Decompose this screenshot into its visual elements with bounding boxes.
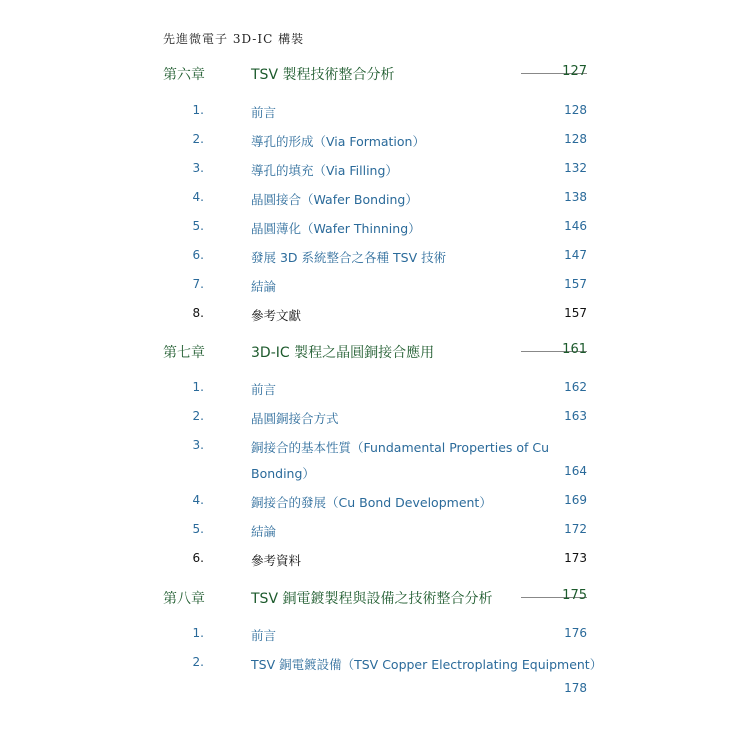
chapter-label: 第六章 [163, 67, 205, 83]
chapter-page: 161 [562, 342, 587, 357]
entry-page: 146 [564, 219, 587, 233]
toc-entry [0, 493, 750, 513]
entry-number: 3. [192, 161, 204, 175]
entry-title: 前言 [251, 382, 277, 397]
entry-title: 發展 3D 系統整合之各種 TSV 技術 [251, 250, 447, 265]
entry-number: 6. [192, 248, 204, 262]
running-header: 先進微電子 3D-IC 構裝 [163, 32, 305, 46]
entry-title: 前言 [251, 105, 277, 120]
toc-entry [0, 409, 750, 429]
entry-number: 2. [192, 409, 204, 423]
toc-entry [0, 306, 750, 326]
entry-title: 結論 [251, 279, 277, 294]
entry-title: 晶圓銅接合方式 [251, 411, 339, 426]
entry-page: 128 [564, 132, 587, 146]
chapter-heading [0, 64, 750, 84]
entry-title: 結論 [251, 524, 277, 539]
chapter-page: 175 [562, 588, 587, 603]
chapter-title: TSV 銅電鍍製程與設備之技術整合分析 [251, 591, 493, 607]
entry-title: 晶圓接合（Wafer Bonding） [251, 192, 418, 207]
toc-entry [0, 277, 750, 297]
entry-page: 169 [564, 493, 587, 507]
toc-entry [0, 522, 750, 542]
entry-number: 6. [192, 551, 204, 565]
toc-entry-continued [0, 464, 750, 484]
entry-page: 173 [564, 551, 587, 565]
toc-entry [0, 551, 750, 571]
toc-entry [0, 626, 750, 646]
entry-number: 5. [192, 522, 204, 536]
chapter-title: TSV 製程技術整合分析 [251, 67, 395, 83]
entry-title: 參考文獻 [251, 308, 302, 323]
entry-title: 前言 [251, 628, 277, 643]
entry-page: 178 [564, 681, 587, 695]
entry-number: 4. [192, 190, 204, 204]
toc-entry [0, 190, 750, 210]
entry-page: 128 [564, 103, 587, 117]
entry-page: 138 [564, 190, 587, 204]
entry-title: 導孔的填充（Via Filling） [251, 163, 398, 178]
entry-page: 157 [564, 306, 587, 320]
entry-number: 1. [192, 626, 204, 640]
toc-entry-page-line [0, 681, 750, 701]
entry-number: 1. [192, 380, 204, 394]
toc-entry [0, 438, 750, 458]
entry-page: 164 [564, 464, 587, 478]
entry-page: 163 [564, 409, 587, 423]
entry-page: 147 [564, 248, 587, 262]
chapter-title: 3D-IC 製程之晶圓銅接合應用 [251, 345, 435, 361]
toc-entry [0, 655, 750, 675]
entry-number: 2. [192, 132, 204, 146]
chapter-heading [0, 342, 750, 362]
toc-entry [0, 161, 750, 181]
entry-page: 172 [564, 522, 587, 536]
entry-number: 7. [192, 277, 204, 291]
entry-title: TSV 銅電鍍設備（TSV Copper Electroplating Equipment） [251, 657, 603, 672]
chapter-label: 第七章 [163, 345, 205, 361]
toc-entry [0, 380, 750, 400]
entry-number: 4. [192, 493, 204, 507]
entry-title: 導孔的形成（Via Formation） [251, 134, 425, 149]
entry-title-continued: Bonding） [251, 466, 315, 481]
chapter-heading [0, 588, 750, 608]
entry-number: 2. [192, 655, 204, 669]
entry-title: 晶圓薄化（Wafer Thinning） [251, 221, 421, 236]
entry-page: 176 [564, 626, 587, 640]
entry-number: 3. [192, 438, 204, 452]
toc-entry [0, 219, 750, 239]
entry-number: 5. [192, 219, 204, 233]
entry-number: 8. [192, 306, 204, 320]
entry-page: 157 [564, 277, 587, 291]
entry-page: 132 [564, 161, 587, 175]
toc-entry [0, 248, 750, 268]
toc-entry [0, 103, 750, 123]
chapter-page: 127 [562, 64, 587, 79]
entry-page: 162 [564, 380, 587, 394]
entry-title: 銅接合的基本性質（Fundamental Properties of Cu [251, 440, 550, 455]
chapter-label: 第八章 [163, 591, 205, 607]
entry-number: 1. [192, 103, 204, 117]
entry-title: 銅接合的發展（Cu Bond Development） [251, 495, 492, 510]
entry-title: 參考資料 [251, 553, 302, 568]
toc-entry [0, 132, 750, 152]
